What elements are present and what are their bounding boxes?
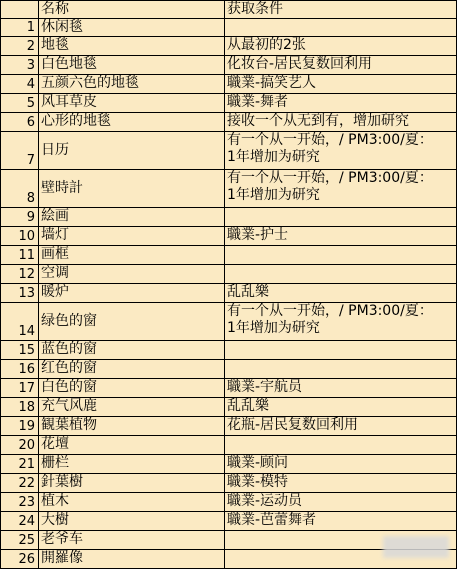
item-name-cell[interactable]: 絵画: [39, 208, 225, 227]
table-row: [1, 303, 457, 341]
condition-cell[interactable]: [225, 94, 457, 113]
table-row: [1, 113, 457, 132]
condition-text: 花瓶-居民复数回利用: [227, 417, 359, 433]
row-number[interactable]: 9: [1, 208, 39, 227]
item-name-cell[interactable]: 心形的地毯: [39, 113, 225, 132]
row-number[interactable]: 6: [1, 113, 39, 132]
table-row: [1, 360, 457, 379]
table-row: [1, 474, 457, 493]
condition-text: 職業-护士: [227, 227, 289, 243]
condition-text-line2: 1年增加为研究: [227, 149, 320, 165]
item-name-cell[interactable]: 老爷车: [39, 531, 225, 550]
table-row: [1, 246, 457, 265]
row-number[interactable]: 20: [1, 436, 39, 455]
row-number[interactable]: 17: [1, 379, 39, 398]
row-number[interactable]: 2: [1, 37, 39, 56]
condition-cell[interactable]: [225, 246, 457, 265]
item-name-cell[interactable]: 绿色的窗: [39, 303, 225, 341]
row-number[interactable]: 10: [1, 227, 39, 246]
row-number[interactable]: 23: [1, 493, 39, 512]
item-name-cell[interactable]: 開羅像: [39, 550, 225, 569]
item-name-cell[interactable]: 红色的窗: [39, 360, 225, 379]
blurred-watermark: [383, 536, 449, 558]
item-name-cell[interactable]: 空调: [39, 265, 225, 284]
condition-cell[interactable]: [225, 75, 457, 94]
table-row: [1, 19, 457, 37]
row-number[interactable]: 24: [1, 512, 39, 531]
row-number[interactable]: 11: [1, 246, 39, 265]
condition-text: 職業-顾问: [227, 455, 289, 471]
table-row: [1, 37, 457, 56]
table-row: [1, 436, 457, 455]
header-row: [1, 1, 457, 19]
condition-text: 職業-运动员: [227, 493, 303, 509]
table-row: [1, 493, 457, 512]
row-number[interactable]: 3: [1, 56, 39, 75]
condition-text: 从最初的2张: [227, 37, 306, 53]
row-number[interactable]: 25: [1, 531, 39, 550]
condition-cell[interactable]: [225, 208, 457, 227]
table-row: [1, 265, 457, 284]
condition-cell[interactable]: [225, 170, 457, 208]
condition-text-line2: 1年增加为研究: [227, 320, 320, 336]
row-number[interactable]: 16: [1, 360, 39, 379]
item-name-cell[interactable]: 花壇: [39, 436, 225, 455]
condition-cell[interactable]: [225, 37, 457, 56]
condition-cell[interactable]: [225, 113, 457, 132]
table-row: [1, 341, 457, 360]
table-row: [1, 379, 457, 398]
item-name-cell[interactable]: 針葉樹: [39, 474, 225, 493]
item-name-cell[interactable]: 墙灯: [39, 227, 225, 246]
item-name-cell[interactable]: 画框: [39, 246, 225, 265]
row-number[interactable]: 5: [1, 94, 39, 113]
condition-text: 職業-搞笑艺人: [227, 75, 317, 91]
row-number[interactable]: 12: [1, 265, 39, 284]
item-name-cell[interactable]: 大樹: [39, 512, 225, 531]
condition-cell[interactable]: [225, 56, 457, 75]
item-name-cell[interactable]: 壁時計: [39, 170, 225, 208]
row-number[interactable]: 19: [1, 417, 39, 436]
row-number[interactable]: 14: [1, 303, 39, 341]
condition-cell[interactable]: [225, 474, 457, 493]
header-name[interactable]: 名称: [39, 1, 225, 19]
condition-text: 化妆台-居民复数回利用: [227, 56, 373, 72]
condition-cell[interactable]: [225, 417, 457, 436]
condition-text: 有一个从一开始，/ PM3:00/夏：: [227, 303, 433, 319]
item-name-cell[interactable]: 充气风鹿: [39, 398, 225, 417]
condition-text: 乱乱樂: [227, 398, 269, 414]
item-name-cell[interactable]: 地毯: [39, 37, 225, 56]
condition-cell[interactable]: [225, 512, 457, 531]
item-name-cell[interactable]: 休闲毯: [39, 19, 225, 37]
condition-cell[interactable]: [225, 436, 457, 455]
table-row: [1, 398, 457, 417]
condition-text: 職業-模特: [227, 474, 289, 490]
condition-cell[interactable]: [225, 398, 457, 417]
condition-text: 職業-芭蕾舞者: [227, 512, 317, 528]
row-number[interactable]: 22: [1, 474, 39, 493]
condition-cell[interactable]: [225, 379, 457, 398]
item-name-cell[interactable]: 栅栏: [39, 455, 225, 474]
condition-cell[interactable]: [225, 227, 457, 246]
item-name-cell[interactable]: 植木: [39, 493, 225, 512]
table-row: [1, 227, 457, 246]
condition-cell[interactable]: [225, 455, 457, 474]
condition-text-line2: 1年增加为研究: [227, 187, 320, 203]
condition-cell[interactable]: [225, 303, 457, 341]
row-number[interactable]: 26: [1, 550, 39, 569]
row-number[interactable]: 21: [1, 455, 39, 474]
table-row: [1, 132, 457, 170]
table-row: [1, 208, 457, 227]
table-row: [1, 170, 457, 208]
condition-cell[interactable]: [225, 19, 457, 37]
row-number[interactable]: 4: [1, 75, 39, 94]
condition-cell[interactable]: [225, 341, 457, 360]
table-row: [1, 455, 457, 474]
condition-cell[interactable]: [225, 284, 457, 303]
row-number[interactable]: 1: [1, 19, 39, 37]
item-name-cell[interactable]: 暖炉: [39, 284, 225, 303]
item-name-cell[interactable]: 蓝色的窗: [39, 341, 225, 360]
row-number[interactable]: 7: [1, 132, 39, 170]
condition-text: 乱乱樂: [227, 284, 269, 300]
item-name-cell[interactable]: 日历: [39, 132, 225, 170]
condition-text: 接收一个从无到有，增加研究: [227, 113, 409, 129]
item-name-cell[interactable]: 风耳草皮: [39, 94, 225, 113]
row-number[interactable]: 8: [1, 170, 39, 208]
condition-text: 有一个从一开始，/ PM3:00/夏：: [227, 132, 433, 148]
condition-cell[interactable]: [225, 493, 457, 512]
table-row: [1, 56, 457, 75]
table-row: [1, 284, 457, 303]
item-name-cell[interactable]: 白色地毯: [39, 56, 225, 75]
table-row: [1, 417, 457, 436]
table-row: [1, 75, 457, 94]
item-name-cell[interactable]: 五颜六色的地毯: [39, 75, 225, 94]
item-name-cell[interactable]: 観葉植物: [39, 417, 225, 436]
header-corner-cell[interactable]: [1, 1, 39, 19]
item-name-cell[interactable]: 白色的窗: [39, 379, 225, 398]
condition-cell[interactable]: [225, 265, 457, 284]
condition-text: 職業-宇航员: [227, 379, 303, 395]
row-number[interactable]: 13: [1, 284, 39, 303]
condition-text: 有一个从一开始，/ PM3:00/夏：: [227, 170, 433, 186]
condition-cell[interactable]: [225, 132, 457, 170]
row-number[interactable]: 18: [1, 398, 39, 417]
table-row: [1, 512, 457, 531]
table-row: [1, 94, 457, 113]
header-condition[interactable]: 获取条件: [225, 1, 457, 19]
condition-cell[interactable]: [225, 360, 457, 379]
condition-text: 職業-舞者: [227, 94, 289, 110]
row-number[interactable]: 15: [1, 341, 39, 360]
